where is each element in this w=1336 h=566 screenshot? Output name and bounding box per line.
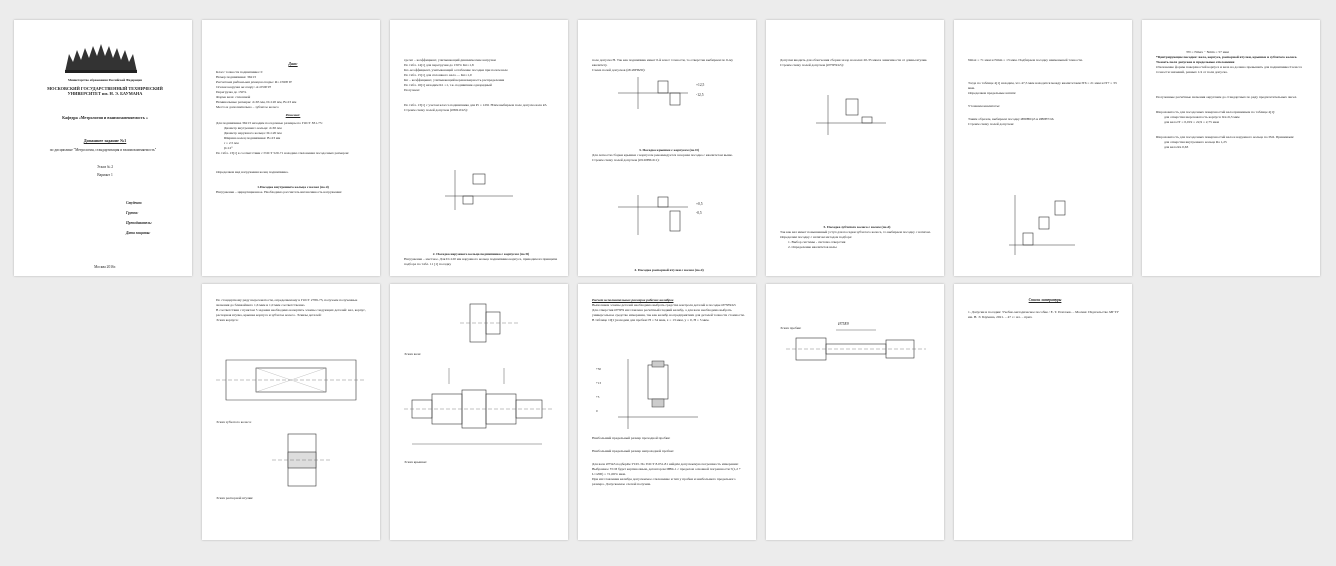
list-item: для вала Ra 0,63: [1164, 145, 1189, 149]
text-line: По табл. 13[1] в соответствии с ГОСТ 520-71 находим отклонения посадочных размеров:: [216, 151, 350, 155]
text-line: Номинальные размеры: d=65 мм, D=120 мм, B=23 мм: [216, 100, 297, 104]
text-line: Строим схему полей допусков (Ø75Е9/k5):: [780, 63, 844, 67]
sketch-label: Эскиз корпуса:: [216, 318, 239, 322]
sketch-label: Эскиз крышки:: [404, 460, 427, 464]
text-line: Определяем вид нагружения колец подшипника.: [216, 170, 289, 174]
dimension-label: 0: [596, 409, 598, 413]
list-item: для отверстия внутреннего кольца Ra 1,25: [1164, 140, 1227, 144]
text-line: Строим схему полей допусков (Ø65L0/k5):: [404, 108, 468, 112]
text-line: Для легкости сборки крышки с корпусом рекомендуется зазорная посадка с квалитетом выше.: [592, 153, 733, 157]
text-line: Наибольший предельный размер непроходной пробки:: [592, 449, 674, 453]
cover-sketch: [460, 298, 520, 348]
sketch-label: Эскиз вала:: [404, 352, 422, 356]
text-line: Определяем предельные натяги:: [968, 91, 1017, 95]
text-line: Шероховатость для посадочных поверхностей вала принимаем по таблице 4[1]:: [1156, 110, 1276, 114]
ministry-text: Министерство образования Российской Федерации: [67, 78, 142, 82]
text-line: где kп – коэффициент, учитывающий динамические нагрузки: [404, 58, 496, 62]
text-line: Так как вал имеет повышенный уступ для посадки зубчатого колеса, то выбираем посадку с натягом.: [780, 230, 931, 234]
section-heading: 5. Посадка зубчатого колеса с валом (по d): [823, 225, 891, 229]
list-item: для вала IT = 0,019 = 22,9 = 2,75 мкм: [1164, 120, 1219, 124]
page-calc-4[interactable]: [954, 20, 1132, 276]
text-line: Кп – коэффициент, учитывающий неравномерность распределения: [404, 78, 505, 82]
text-line: Полученные расчётные значения округляем до стандартных по ряду предпочтительных чисел.: [1156, 95, 1298, 99]
page-sketches-1[interactable]: [202, 284, 380, 540]
dimension-label: -0,5: [696, 211, 702, 215]
page-calc-1[interactable]: [390, 20, 568, 276]
list-item: 1. Выбор системы - система отверстия: [788, 240, 846, 244]
list-item: 2. Определение квалитетов валы: [788, 245, 837, 249]
text-line: Nmax = 71 мкм и Nmin = 13 мкм. Подбираем посадку наименьшей точности.: [968, 58, 1083, 62]
dimension-label: +5: [596, 395, 600, 399]
teacher-label: Преподаватель:: [126, 221, 152, 225]
tolerance-scheme-diagram: [445, 170, 515, 210]
text-line: Выполняем эскизы деталей необходимо выбрать средства контроля деталей в посадке Ø75Е9/k5: [592, 303, 736, 307]
list-item: Ширина колец подшипника: B=23 мм: [224, 136, 281, 140]
reference-item: 1. Допуски и посадки: Учебно-методическое пособие / Е. Т. Поплаев. – Москва: Издательство МГТУ им. Н. Э. Баумана, 2021. – 47 с.: ил. – прил.: [968, 310, 1119, 319]
tolerance-scheme-diagram: [816, 95, 896, 135]
variant-number: Вариант 1: [97, 173, 113, 178]
dimension-label: +12,5: [696, 83, 705, 87]
text-line: По стандартному ряду шероховатости, определяемому в ГОСТ 2789-73, получаем полученные значения до ближайшего 1,6 мкм и 1,0 мкм соответственно.: [216, 298, 358, 307]
text-line: В таблице 10[1] находим для пробки: Н = 54 мкм, z = 13 мкм, y = 0, H = 5 мкм.: [592, 318, 710, 322]
section-heading: *Центрирующие посадки: вала, корпуса, распорной втулки, крышки и зубчатого колеса. Указать поля допусков и предельные отклонения: [1156, 55, 1298, 64]
page-gauges[interactable]: [578, 284, 756, 540]
page-references[interactable]: [954, 284, 1132, 540]
discipline-text: по дисциплине "Метрология, стандартизация и взаимозаменяемость": [49, 148, 157, 152]
dimension-label: +50: [596, 367, 601, 371]
department-name: Кафедра «Метрология и взаимозаменяемость »: [62, 115, 148, 120]
list-item: r = 2.5 мм: [224, 141, 239, 145]
section-heading: 1.Посадка внутреннего кольца с валом (по d): [257, 185, 329, 189]
gauge-tolerance-diagram: [618, 359, 708, 429]
given-heading: Дано:: [288, 62, 298, 66]
student-label: Студент:: [126, 201, 143, 205]
page-sketches-2[interactable]: [390, 284, 568, 540]
references-heading: Список литературы: [1028, 298, 1062, 302]
dimension-label: -12,5: [696, 93, 704, 97]
text-line: Класс точности подшипника: 0: [216, 70, 263, 74]
text-line: Строим схему полей допусков:: [968, 122, 1015, 126]
text-line: Схема полей допусков (Ø120Н6/l0):: [592, 68, 646, 72]
page-plug-sketch[interactable]: [766, 284, 944, 540]
plug-gauge-sketch: [776, 324, 936, 374]
group-label: Группа:: [126, 211, 139, 215]
text-line: По табл. 15[1] для сплошного вала — Kп=1,0: [404, 73, 472, 77]
text-line: Шероховатость для посадочных поверхностей вала и наружного кольца по ISO. Принимаем:: [1156, 135, 1295, 139]
text-line: Осевая нагрузка на опору: А=6500 Н: [216, 85, 271, 89]
text-line: Строим схему полей допусков (Ø120Н6/d11):: [592, 158, 660, 162]
page-calc-5[interactable]: [1142, 20, 1320, 276]
solution-heading: Решение:: [285, 113, 301, 117]
section-heading: 4. Посадка распорной втулки с валом (по d): [634, 268, 704, 272]
sketch-label: Эскиз пробки:: [780, 326, 802, 330]
text-line: Форма вала: сплошной: [216, 95, 251, 99]
text-line: Нагружение – местное. Для D=120 мм наружного кольца подшипника корпуса, приводим из принципа подбора по табл. 11 [1] посадку: [404, 257, 558, 266]
text-line: Уточняем квалитеты:: [968, 104, 1000, 108]
text-line: По табл. 14[1] для перегрузки до 150% Kп=1,8: [404, 63, 474, 67]
text-line: Для вала Ø75k5 подберём УСИ. По ГОСТ 8.051-81 найдём допускаемую погрешность измерения:: [592, 462, 739, 466]
page-given-data[interactable]: [202, 20, 380, 276]
section-heading: 2. Посадка наружного кольца подшипника с корпусом (по D): [432, 252, 530, 256]
list-item: β=12°: [224, 146, 233, 150]
task-title: Домашнее задание №1: [83, 138, 127, 143]
text-line: При изготовлении калибра допускаемое отклонение и тип у пробки и наибольшего предельного размера. Допускаемое слепой получим.: [592, 477, 736, 486]
dimension-label: +13: [596, 381, 601, 385]
task-number: Эскиз № 2: [96, 165, 114, 169]
sketch-label: Эскиз распорной втулки:: [216, 496, 254, 500]
text-line: Выбранное УСИ будет картиночным, детектором ИВК-1 с пределом основной погрешности ±(1,2 + L/1200) = ±1,06% мкм.: [592, 467, 741, 476]
gear-sketch: [272, 430, 332, 490]
city-year: Москва 2016г.: [94, 265, 116, 269]
tolerance-scheme-diagram: [618, 195, 718, 235]
page-calc-3[interactable]: [766, 20, 944, 276]
text-line: По табл. 13[1] с учетом класса подшипника для Pr = 1291 Н/мм выбираем поле допуска вала k5.: [404, 103, 548, 107]
shaft-sketch: [404, 364, 554, 454]
text-line: В соответствии с пунктом 5 задания необходимо начертить эскизы следующих деталей: вал, корпус, распорная втулка, крышка корпуса и зубчатое колесо. Эскизы деталей:: [216, 308, 366, 317]
text-line: Для подшипника 36213 находим посадочные размеры по ГОСТ 831-75:: [216, 121, 323, 125]
text-line: Тогда по таблице 4[1] находим, что 47,5 мкм находится между квалитетами IT6 = 21 мкм и IT7 = 33 мкм.: [968, 81, 1117, 90]
text-line: Допуски вводить для облегчения сборки зазор на валах 20-35 мкм в зависимости от длины втулки.: [780, 58, 928, 62]
university-emblem-icon: [63, 42, 143, 74]
text-line: Нагружение – циркуляционное. Необходимо рассчитать интенсивность нагружения:: [216, 190, 342, 194]
housing-sketch: [216, 350, 366, 410]
text-line: Определим посадку с натягом методом подбора:: [780, 235, 853, 239]
text-line: Расчетная радиальная реакция опоры: R=13000 Н: [216, 80, 292, 84]
list-item: для отверстия шероховатость корпуса: Rz=6,3 мкм: [1164, 115, 1240, 119]
gauges-heading: Расчет исполнительных размеров рабочих калибров: [592, 298, 674, 302]
text-line: Отклонение формы поверхностей корпуса и вала на должно превышать для подшипника 0 класса точности значений, равных 1/4 от поля допуска.: [1156, 65, 1302, 74]
defense-date-label: Дата защиты:: [126, 231, 151, 235]
page-calc-2[interactable]: [578, 20, 756, 276]
dimension-label: Ø75Е9: [838, 322, 849, 326]
text-line: Номер подшипника: 36213: [216, 75, 256, 79]
text-line: Перегрузка до 150%: [216, 90, 247, 94]
tolerance-scheme-diagram: [1009, 195, 1079, 255]
list-item: Диаметр внутреннего кольца: d=65 мм: [224, 126, 282, 130]
page-title-sheet[interactable]: [14, 20, 192, 276]
text-line: Для отверстия Ø75Е9 изготовлена расчётный гладкий калибр, а для вала необходимо выбрать универсальное средство измерения, так как калибр на предприятиях для деталей точности стоимости.: [592, 308, 745, 317]
text-line: Получаем:: [404, 88, 420, 92]
text-line: Kп–коэффициент, учитывающий ослабление посадки при полом вале: [404, 68, 508, 72]
text-line: Наибольший предельный размер проходной пробки:: [592, 436, 671, 440]
sketch-label: Эскиз зубчатого колеса:: [216, 420, 252, 424]
list-item: Диаметр наружного кольца: D=120 мм: [224, 131, 282, 135]
text-line: Таким образом, выбираем посадку Ø80H6/p5 и Ø80Н7/s6.: [968, 117, 1055, 121]
section-heading: 3. Посадка крышки с корпусом (по D): [639, 148, 699, 152]
text-line: По табл. 16[1] находим К1 =1, т.к. подшипник однорядный: [404, 83, 492, 87]
text-line: поле допуска Н. Так как подшипник имеет 0-й класс точности, то отверстие выбираем по 6-му квалитету.: [592, 58, 734, 67]
text-line: Место и дополнительно – зубчатое колесо: [216, 105, 279, 109]
dimension-label: +0,5: [696, 202, 703, 206]
university-name: МОСКОВСКИЙ ГОСУДАРСТВЕННЫЙ ТЕХНИЧЕСКИЙ УНИВЕРСИТЕТ им. Н. Э. БАУМАНА: [47, 86, 163, 97]
text-line: TN = Nmax − Nmin = 57 мкм: [1186, 50, 1229, 54]
